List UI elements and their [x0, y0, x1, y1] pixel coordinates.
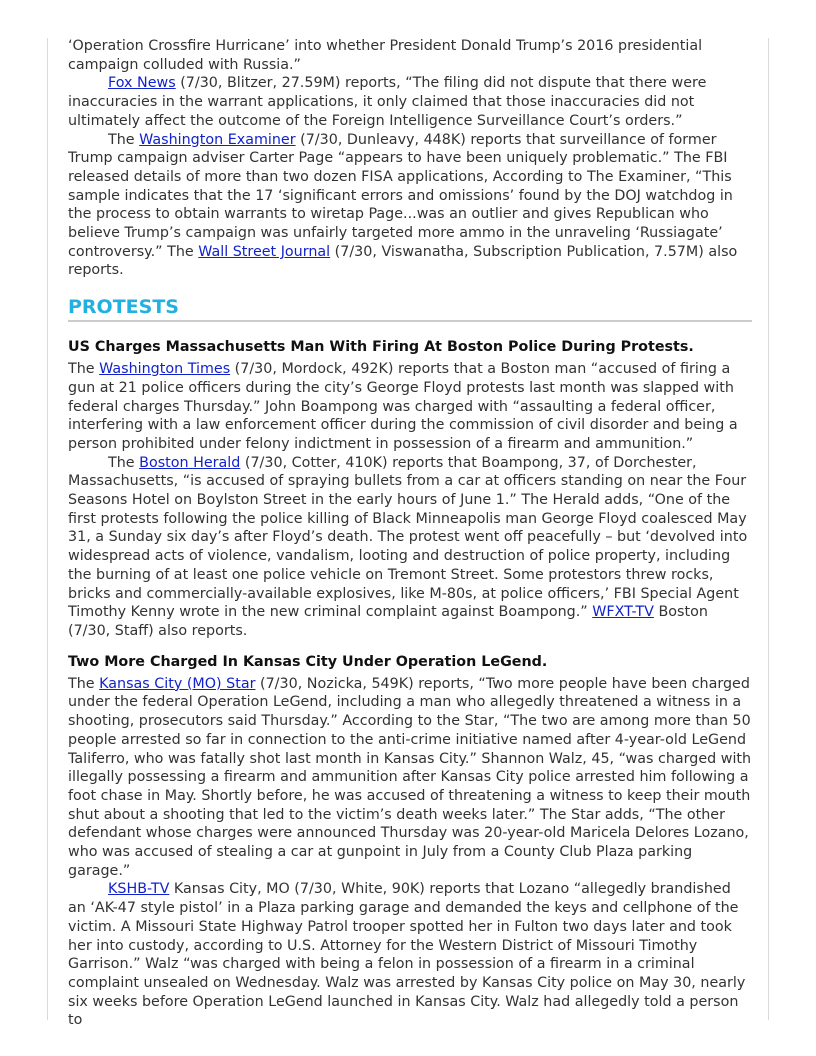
- intro-paragraph-1-text: ‘Operation Crossfire Hurricane’ into whether President Donald Trump’s 2016 presidential campaign colluded with Russia.”: [68, 38, 703, 73]
- story1-paragraph-1-text: (7/30, Mordock, 492K) reports that a Boston man “accused of firing a gun at 21 police officers during the city’s George Floyd protests last month was slapped with federal charges Thursday.” John Boampong was charged with “assaulting a federal officer, interfering with a law enforcement officer during the commission of civil disorder and being a person prohibited under felony indictment in possession of a firearm and ammunition.”: [68, 361, 738, 452]
- story2-paragraph-1-lead: The: [68, 675, 100, 692]
- section-heading-protests: PROTESTS: [68, 295, 752, 322]
- document-body: [68, 37, 752, 1030]
- intro-paragraph-3-text: (7/30, Dunleavy, 448K) reports that surveillance of former Trump campaign adviser Carter Page “appears to have been uniquely problematic.” The FBI released details of more than two dozen FISA applications, According to The Examiner, “This sample indicates that the 17 ‘significant errors and omissions’ found by the DOJ watchdog in the process to obtain warrants to wiretap Page...was an outlier and gives Republican who believe Trump’s campaign was unfairly targeted more ammo in the unraveling ‘Russiagate’ controversy.” The: [68, 131, 733, 260]
- intro-paragraph-2-text: (7/30, Blitzer, 27.59M) reports, “The filing did not dispute that there were inaccuracies in the warrant applications, it only claimed that those inaccuracies did not ultimately affect the outcome of the Foreign Intelligence Surveillance Court’s orders.”: [68, 75, 707, 129]
- story2-paragraph-1-text: (7/30, Nozicka, 549K) reports, “Two more people have been charged under the federal Operation LeGend, including a man who allegedly threatened a witness in a shooting, prosecutors said Thursday.” According to the Star, “The two are among more than 50 people arrested so far in connection to the anti-crime initiative named after 4-year-old LeGend Taliferro, who was fatally shot last month in Kansas City.” Shannon Walz, 45, “was charged with illegally possessing a firearm and ammunition after Kansas City police arrested him following a foot chase in May. Shortly before, he was accused of threatening a witness to keep their mouth shut about a shooting that led to the victim’s death weeks later.” The Star adds, “The other defendant whose charges were announced Thursday was 20-year-old Maricela Delores Lozano, who was accused of stealing a car at gunpoint in July from a County Club Plaza parking garage.”: [68, 675, 752, 879]
- story2-paragraph-1: [68, 675, 752, 881]
- story1-paragraph-2-tail: Boston (7/30, Staff) also reports.: [68, 604, 708, 639]
- intro-paragraph-3-tail: (7/30, Viswanatha, Subscription Publication, 7.57M) also reports.: [68, 243, 738, 279]
- intro-paragraph-1: [68, 37, 752, 74]
- wfxt-tv-link[interactable]: WFXT-TV: [592, 604, 654, 621]
- washington-times-link[interactable]: Washington Times: [99, 361, 231, 378]
- boston-herald-link[interactable]: Boston Herald: [139, 454, 241, 471]
- story1-paragraph-2-lead: The: [108, 454, 140, 471]
- story1-paragraph-1: [68, 360, 752, 454]
- story1-paragraph-2: [68, 454, 752, 641]
- right-border-line: [768, 38, 769, 1020]
- story2-paragraph-2: [68, 880, 752, 1030]
- story1-paragraph-1-lead: The: [68, 361, 100, 378]
- left-border-line: [47, 38, 48, 1020]
- intro-paragraph-3-lead: The: [108, 131, 140, 148]
- washington-examiner-link[interactable]: Washington Examiner: [139, 131, 296, 148]
- story1-paragraph-2-text: (7/30, Cotter, 410K) reports that Boampong, 37, of Dorchester, Massachusetts, “is accused of spraying bullets from a car at officers standing on near the Four Seasons Hotel on Boylston Street in the early hours of June 1.” The Herald adds, “One of the first protests following the police killing of Black Minneapolis man George Floyd coalesced May 31, a Sunday six day’s after Floyd’s death. The protest went off peacefully – but ‘devolved into widespread acts of violence, vandalism, looting and destruction of police property, including the burning of at least one police vehicle on Tremont Street. Some protestors threw rocks, bricks and commercially-available explosives, like M-80s, at police officers,’ FBI Special Agent Timothy Kenny wrote in the new criminal complaint against Boampong.”: [68, 454, 748, 621]
- fox-news-link[interactable]: Fox News: [108, 75, 176, 92]
- wall-street-journal-link[interactable]: Wall Street Journal: [198, 243, 331, 260]
- intro-paragraph-3: [68, 131, 752, 281]
- story2-paragraph-2-text: Kansas City, MO (7/30, White, 90K) reports that Lozano “allegedly brandished an ‘AK-47 style pistol’ in a Plaza parking garage and demanded the keys and cellphone of the victim. A Missouri State Highway Patrol trooper spotted her in Fulton two days later and took her into custody, according to U.S. Attorney for the Western District of Missouri Timothy Garrison.” Walz “was charged with being a felon in possession of a firearm in a criminal complaint unsealed on Wednesday. Walz was arrested by Kansas City police on May 30, nearly six weeks before Operation LeGend launched in Kansas City. Walz had allegedly told a person to: [68, 881, 746, 1029]
- kansas-city-star-link[interactable]: Kansas City (MO) Star: [99, 675, 256, 692]
- story-headline: Two More Charged In Kansas City Under Operation LeGend.: [68, 653, 548, 670]
- intro-paragraph-2: [68, 74, 752, 130]
- kshb-tv-link[interactable]: KSHB-TV: [108, 881, 170, 898]
- story-headline: US Charges Massachusetts Man With Firing At Boston Police During Protests.: [68, 339, 694, 356]
